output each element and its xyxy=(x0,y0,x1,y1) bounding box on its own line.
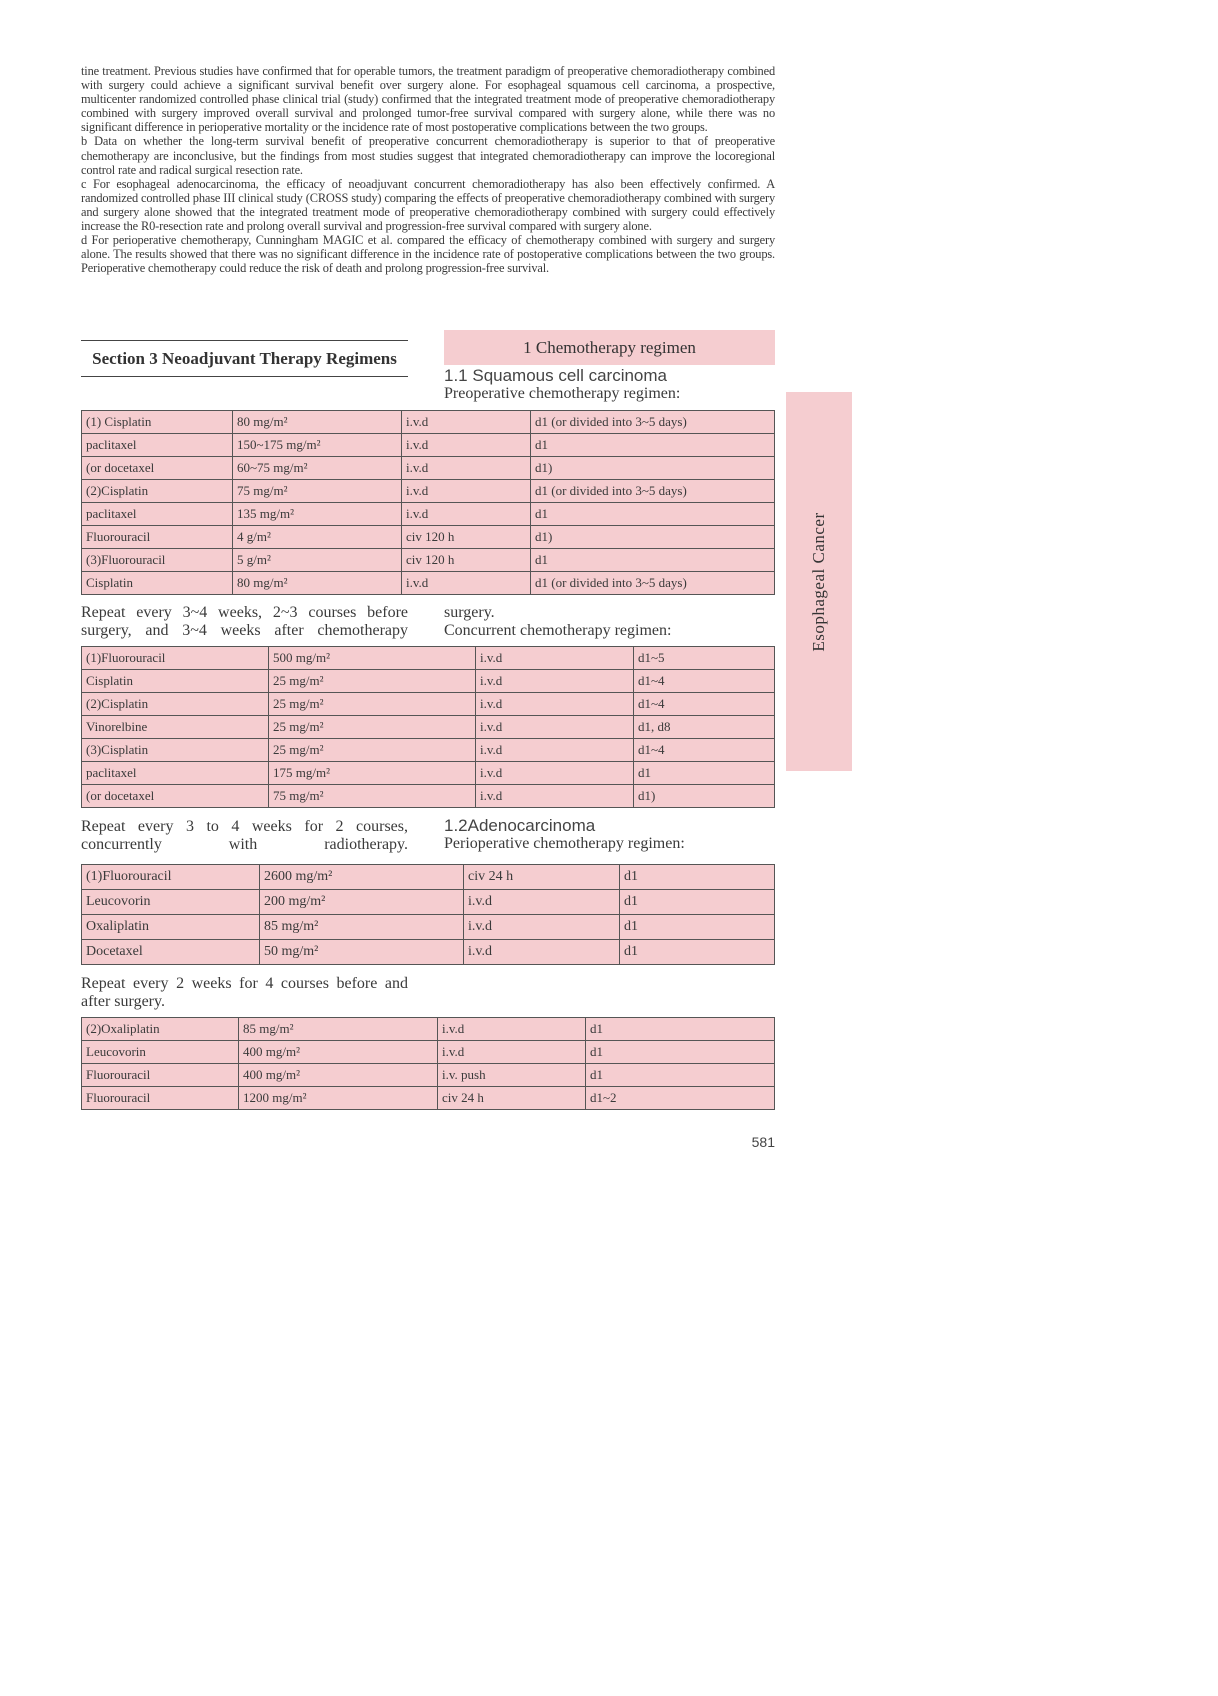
cell-schedule: d1 xyxy=(531,549,775,572)
cell-schedule: d1 (or divided into 3~5 days) xyxy=(531,411,775,434)
cell-route: i.v.d xyxy=(476,693,634,716)
cell-route: i.v.d xyxy=(438,1041,586,1064)
table-row xyxy=(82,434,775,457)
cell-route: i.v.d xyxy=(464,940,620,965)
concurrent-regimen-table xyxy=(81,646,775,808)
cell-drug: Fluorouracil xyxy=(82,1087,239,1110)
cell-drug: Leucovorin xyxy=(82,1041,239,1064)
cell-dose: 1200 mg/m² xyxy=(239,1087,438,1110)
cell-drug: (or docetaxel xyxy=(82,785,269,808)
table-row xyxy=(82,411,775,434)
side-tab-label: Esophageal Cancer xyxy=(809,511,828,652)
perioperative-label: Perioperative chemotherapy regimen: xyxy=(444,835,685,852)
cell-route: i.v. push xyxy=(438,1064,586,1087)
preoperative-regimen-table xyxy=(81,410,775,595)
cell-route: civ 120 h xyxy=(402,526,531,549)
cell-dose: 135 mg/m² xyxy=(233,503,402,526)
cell-schedule: d1~5 xyxy=(634,647,775,670)
table-row xyxy=(82,503,775,526)
paragraph-b: b Data on whether the long-term survival benefit of preoperative concurrent chemoradiotherapy is superior to that of preoperative chemotherapy are inconclusive, but the findings from most studies suggest that integrated chemoradiotherapy can improve the locoregional control rate and radical surgical resection rate. xyxy=(81,134,775,177)
cell-dose: 75 mg/m² xyxy=(269,785,476,808)
cell-drug: (or docetaxel xyxy=(82,457,233,480)
cell-drug: Cisplatin xyxy=(82,670,269,693)
cell-drug: paclitaxel xyxy=(82,503,233,526)
table-row xyxy=(82,716,775,739)
cell-dose: 200 mg/m² xyxy=(260,890,464,915)
table-row xyxy=(82,457,775,480)
chemotherapy-regimen-header: 1 Chemotherapy regimen xyxy=(444,330,775,365)
cell-drug: Vinorelbine xyxy=(82,716,269,739)
cell-drug: Fluorouracil xyxy=(82,526,233,549)
cell-drug: (2)Cisplatin xyxy=(82,693,269,716)
table-row xyxy=(82,526,775,549)
cell-dose: 25 mg/m² xyxy=(269,739,476,762)
cell-route: civ 120 h xyxy=(402,549,531,572)
cell-route: civ 24 h xyxy=(438,1087,586,1110)
cell-schedule: d1 xyxy=(620,890,775,915)
cell-drug: (2)Oxaliplatin xyxy=(82,1018,239,1041)
body-text xyxy=(81,64,775,275)
cell-schedule: d1 xyxy=(586,1064,775,1087)
note-preoperative-continued: surgery. xyxy=(444,604,495,621)
paragraph-d: d For perioperative chemotherapy, Cunningham MAGIC et al. compared the efficacy of chemotherapy combined with surgery and surgery alone. The results showed that there was no significant difference in the incidence rate of postoperative complications between the two groups. Perioperative chemotherapy could reduce the risk of death and prolong progression-free survival. xyxy=(81,233,775,276)
cell-drug: paclitaxel xyxy=(82,434,233,457)
cell-schedule: d1 (or divided into 3~5 days) xyxy=(531,572,775,595)
cell-dose: 80 mg/m² xyxy=(233,411,402,434)
cell-schedule: d1 xyxy=(586,1018,775,1041)
cell-route: i.v.d xyxy=(476,716,634,739)
page-number: 581 xyxy=(751,1134,775,1150)
cell-schedule: d1 xyxy=(620,915,775,940)
cell-schedule: d1 xyxy=(620,940,775,965)
table-row xyxy=(82,670,775,693)
cell-dose: 50 mg/m² xyxy=(260,940,464,965)
cell-drug: (1)Fluorouracil xyxy=(82,865,260,890)
cell-dose: 25 mg/m² xyxy=(269,716,476,739)
perioperative-regimen-table-1 xyxy=(81,864,775,965)
cell-drug: Leucovorin xyxy=(82,890,260,915)
paragraph-a: tine treatment. Previous studies have confirmed that for operable tumors, the treatment paradigm of preoperative chemoradiotherapy combined with surgery could achieve a significant survival benefit over surgery alone. For esophageal squamous cell carcinoma, a prospective, multicenter randomized controlled phase clinical trial (study) confirmed that the integrated treatment mode of preoperative chemoradiotherapy combined with surgery improved overall survival and prolonged tumor-free survival compared with surgery alone, while there was no significant difference in perioperative mortality or the incidence rate of most postoperative complications between the two groups. xyxy=(81,64,775,135)
cell-route: i.v.d xyxy=(476,785,634,808)
chapter-side-tab xyxy=(786,392,852,771)
table-row xyxy=(82,572,775,595)
adenocarcinoma-heading: 1.2Adenocarcinoma xyxy=(444,816,596,835)
cell-schedule: d1) xyxy=(634,785,775,808)
cell-dose: 85 mg/m² xyxy=(239,1018,438,1041)
cell-dose: 75 mg/m² xyxy=(233,480,402,503)
cell-route: i.v.d xyxy=(402,572,531,595)
cell-route: i.v.d xyxy=(438,1018,586,1041)
cell-drug: Cisplatin xyxy=(82,572,233,595)
cell-schedule: d1 xyxy=(531,434,775,457)
cell-dose: 25 mg/m² xyxy=(269,670,476,693)
cell-dose: 500 mg/m² xyxy=(269,647,476,670)
cell-drug: (3)Fluorouracil xyxy=(82,549,233,572)
cell-schedule: d1) xyxy=(531,526,775,549)
cell-schedule: d1~4 xyxy=(634,670,775,693)
cell-drug: (1) Cisplatin xyxy=(82,411,233,434)
cell-schedule: d1~2 xyxy=(586,1087,775,1110)
cell-dose: 150~175 mg/m² xyxy=(233,434,402,457)
cell-drug: Fluorouracil xyxy=(82,1064,239,1087)
cell-schedule: d1 xyxy=(586,1041,775,1064)
cell-dose: 80 mg/m² xyxy=(233,572,402,595)
squamous-heading: 1.1 Squamous cell carcinoma xyxy=(444,366,668,385)
cell-schedule: d1~4 xyxy=(634,693,775,716)
table-row xyxy=(82,785,775,808)
table-row xyxy=(82,762,775,785)
cell-route: i.v.d xyxy=(464,890,620,915)
table-row xyxy=(82,940,775,965)
cell-drug: Oxaliplatin xyxy=(82,915,260,940)
table-row xyxy=(82,890,775,915)
cell-drug: (1)Fluorouracil xyxy=(82,647,269,670)
cell-schedule: d1 xyxy=(620,865,775,890)
cell-route: i.v.d xyxy=(476,739,634,762)
cell-dose: 400 mg/m² xyxy=(239,1041,438,1064)
cell-route: civ 24 h xyxy=(464,865,620,890)
table-row xyxy=(82,1064,775,1087)
note-concurrent: Repeat every 3 to 4 weeks for 2 courses, concurrently with radiotherapy. xyxy=(81,818,408,853)
cell-drug: Docetaxel xyxy=(82,940,260,965)
table-row xyxy=(82,549,775,572)
cell-dose: 60~75 mg/m² xyxy=(233,457,402,480)
concurrent-label: Concurrent chemotherapy regimen: xyxy=(444,622,672,639)
cell-schedule: d1, d8 xyxy=(634,716,775,739)
cell-route: i.v.d xyxy=(464,915,620,940)
table-row xyxy=(82,1018,775,1041)
paragraph-c: c For esophageal adenocarcinoma, the efficacy of neoadjuvant concurrent chemoradiotherapy has also been effectively confirmed. A randomized controlled phase III clinical study (CROSS study) comparing the effects of preoperative chemoradiotherapy combined with surgery and surgery alone showed that the integrated treatment mode of preoperative chemoradiotherapy combined with surgery could effectively increase the R0-resection rate and prolong overall survival and progression-free survival compared with surgery alone. xyxy=(81,176,775,234)
cell-drug: (3)Cisplatin xyxy=(82,739,269,762)
table-row xyxy=(82,1041,775,1064)
cell-schedule: d1~4 xyxy=(634,739,775,762)
note-perioperative: Repeat every 2 weeks for 4 courses before and after surgery. xyxy=(81,975,408,1010)
cell-dose: 175 mg/m² xyxy=(269,762,476,785)
perioperative-regimen-table-2 xyxy=(81,1017,775,1110)
cell-route: i.v.d xyxy=(476,670,634,693)
table-row xyxy=(82,693,775,716)
cell-dose: 400 mg/m² xyxy=(239,1064,438,1087)
cell-route: i.v.d xyxy=(402,503,531,526)
cell-route: i.v.d xyxy=(402,411,531,434)
cell-route: i.v.d xyxy=(402,480,531,503)
table-row xyxy=(82,1087,775,1110)
table-row xyxy=(82,739,775,762)
cell-schedule: d1 xyxy=(634,762,775,785)
table-row xyxy=(82,915,775,940)
table-row xyxy=(82,480,775,503)
cell-route: i.v.d xyxy=(476,762,634,785)
cell-drug: (2)Cisplatin xyxy=(82,480,233,503)
cell-schedule: d1 xyxy=(531,503,775,526)
cell-route: i.v.d xyxy=(402,457,531,480)
table-row xyxy=(82,865,775,890)
preoperative-label: Preoperative chemotherapy regimen: xyxy=(444,385,681,402)
cell-dose: 2600 mg/m² xyxy=(260,865,464,890)
cell-schedule: d1) xyxy=(531,457,775,480)
cell-route: i.v.d xyxy=(402,434,531,457)
section-title: Section 3 Neoadjuvant Therapy Regimens xyxy=(81,340,408,377)
cell-dose: 5 g/m² xyxy=(233,549,402,572)
cell-route: i.v.d xyxy=(476,647,634,670)
table-row xyxy=(82,647,775,670)
cell-schedule: d1 (or divided into 3~5 days) xyxy=(531,480,775,503)
cell-dose: 25 mg/m² xyxy=(269,693,476,716)
note-preoperative: Repeat every 3~4 weeks, 2~3 courses before surgery, and 3~4 weeks after chemotherapy xyxy=(81,604,408,639)
cell-dose: 4 g/m² xyxy=(233,526,402,549)
cell-drug: paclitaxel xyxy=(82,762,269,785)
cell-dose: 85 mg/m² xyxy=(260,915,464,940)
